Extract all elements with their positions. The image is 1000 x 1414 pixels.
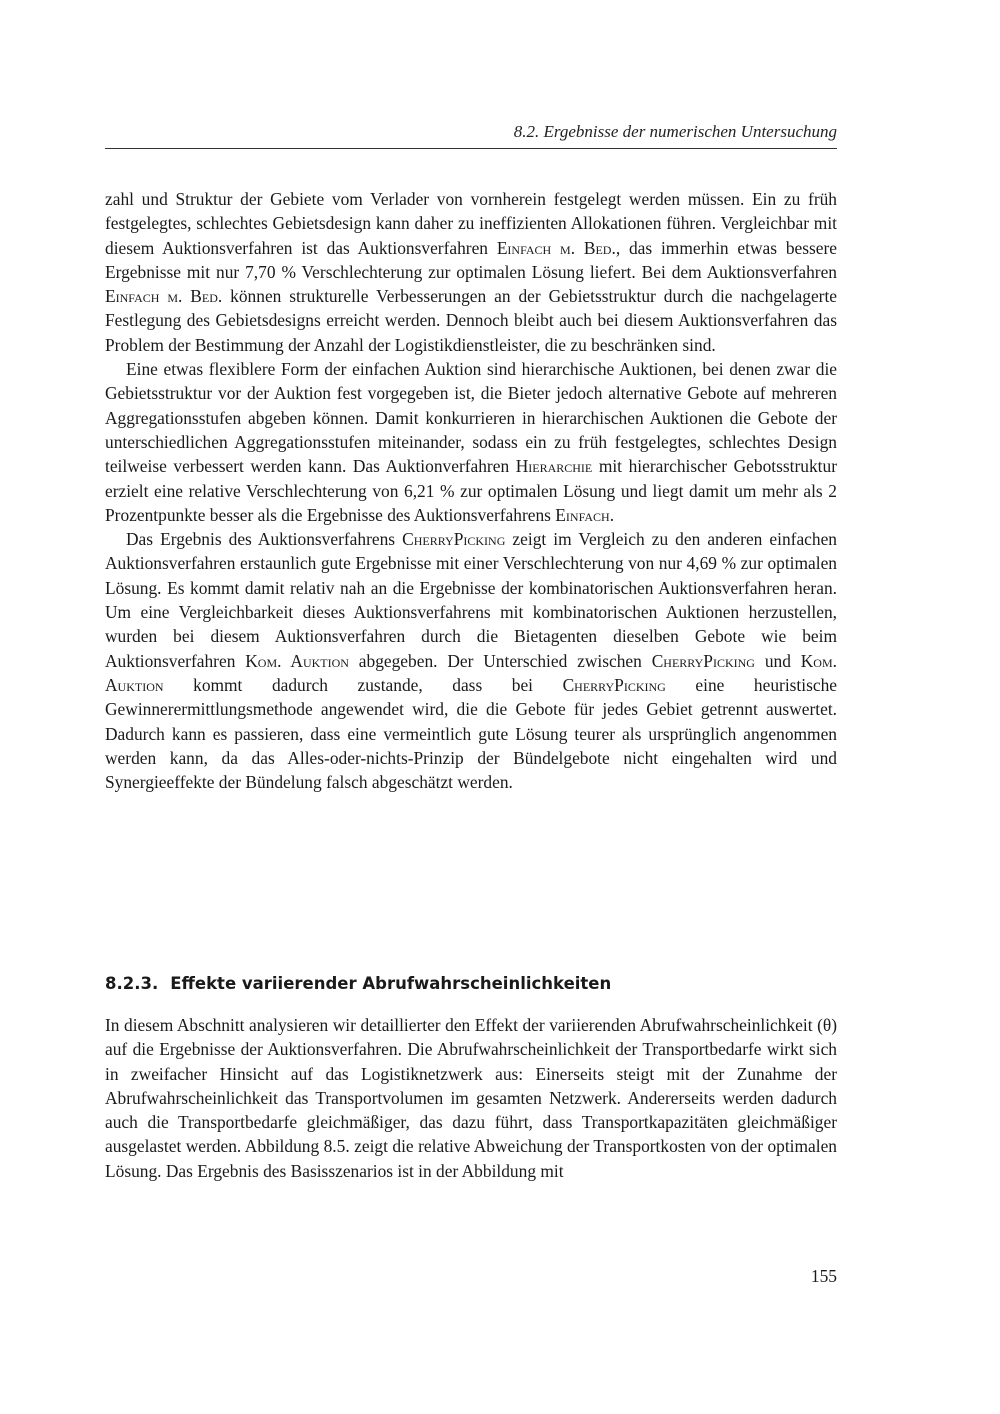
body-text	[105, 187, 837, 794]
auction-method-name: Kom. Auktion	[105, 650, 837, 695]
auction-method-name: Einfach	[555, 504, 610, 525]
auction-method-name: CherryPicking	[562, 674, 666, 695]
page-number: 155	[810, 1266, 837, 1286]
auction-method-name: Einfach m. Bed.	[105, 286, 223, 307]
auction-method-name: CherryPicking	[402, 529, 506, 550]
auction-method-name: Einfach m. Bed.	[496, 237, 616, 258]
paragraph: zahl und Struktur der Gebiete vom Verlader von vornherein festgelegt werden müssen. Ein zu früh festgelegtes, schlechtes Gebietsdesign kann daher zu ineffizienten Allokationen führen. Vergleichbar mit diesem Auktionsverfahren ist das Auktionsverfahren Einfach m. Bed., das immerhin etwas bessere Ergebnisse mit nur 7,70 % Verschlechterung zur optimalen Lösung liefert. Bei dem Auktionsverfahren Einfach m. Bed. können strukturelle Verbesserungen an der Gebietsstruktur durch die nachgelagerte Festlegung des Gebietsdesigns erreicht werden. Dennoch bleibt auch bei diesem Auktionsverfahren das Problem der Bestimmung der Anzahl der Logistikdienstleister, die zu beschränken sind.	[105, 189, 838, 355]
section-heading	[105, 973, 837, 995]
header-rule	[105, 148, 837, 149]
auction-method-name: Hierarchie	[515, 456, 593, 477]
section-body-text	[105, 1013, 837, 1183]
paragraph: Das Ergebnis des Auktionsverfahrens CherryPicking zeigt im Vergleich zu den anderen einfachen Auktionsverfahren erstaunlich gute Ergebnisse mit einer Verschlechterung von nur 4,69 % zur optimalen Lösung. Es kommt damit relativ nah an die Ergebnisse der kombinatorischen Auktionsverfahren heran. Um eine Vergleichbarkeit dieses Auktionsverfahrens mit kombinatorischen Auktionen herzustellen, wurden bei diesem Auktionsverfahren durch die Bietagenten dieselben Gebote wie beim Auktionsverfahren Kom. Auktion abgegeben. Der Unterschied zwischen CherryPicking und Kom. Auktion kommt dadurch zustande, dass bei CherryPicking eine heuristische Gewinnerermittlungsmethode angewendet wird, die die Gebote für jedes Gebiet getrennt auswertet. Dadurch kann es passieren, dass eine vermeintlich gute Lösung teurer als ursprünglich angenommen werden kann, da das Alles-oder-nichts-Prinzip der Bündelgebote nicht eingehalten wird und Synergieeffekte der Bündelung falsch abgeschätzt werden.	[105, 529, 837, 793]
paragraph: In diesem Abschnitt analysieren wir detaillierter den Effekt der variierenden Abrufwahrscheinlichkeit (θ) auf die Ergebnisse der Auktionsverfahren. Die Abrufwahrscheinlichkeit der Transportbedarfe wirkt sich in zweifacher Hinsicht auf das Logistiknetzwerk aus: Einerseits steigt mit der Zunahme der Abrufwahrscheinlichkeit das Transportvolumen im gesamten Netzwerk. Andererseits werden dadurch auch die Transportbedarfe gleichmäßiger, das dazu führt, dass Transportkapazitäten gleichmäßiger ausgelastet werden. Abbildung 8.5. zeigt die relative Abweichung der Transportkosten von der optimalen Lösung. Das Ergebnis des Basisszenarios ist in der Abbildung mit	[105, 1015, 837, 1181]
running-header: 8.2. Ergebnisse der numerischen Untersuchung	[513, 122, 837, 141]
section-title: Effekte variierender Abrufwahrscheinlichkeiten	[170, 974, 612, 993]
auction-method-name: Kom. Auktion	[245, 650, 349, 671]
section-number: 8.2.3.	[105, 974, 159, 993]
auction-method-name: CherryPicking	[651, 650, 755, 671]
paragraph: Eine etwas flexiblere Form der einfachen Auktion sind hierarchische Auktionen, bei denen zwar die Gebietsstruktur vor der Auktion fest vorgegeben ist, die Bieter jedoch alternative Gebote auf mehreren Aggregationsstufen abgeben können. Damit konkurrieren in hierarchischen Auktionen die Gebote der unterschiedlichen Aggregationsstufen miteinander, sodass ein zu früh festgelegtes, schlechtes Design teilweise verbessert werden kann. Das Auktionverfahren Hierarchie mit hierarchischer Gebotsstruktur erzielt eine relative Verschlechterung von 6,21 % zur optimalen Lösung und liegt damit um mehr als 2 Prozentpunkte besser als die Ergebnisse des Auktionsverfahrens Einfach.	[105, 359, 837, 525]
